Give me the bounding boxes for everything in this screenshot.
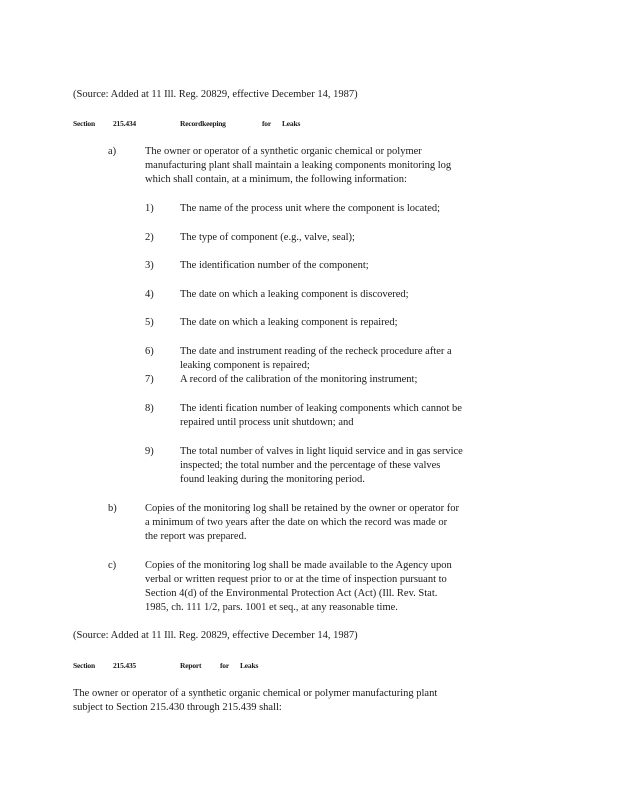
section-word: Section (73, 661, 95, 670)
paragraph-c-line: 1985, ch. 111 1/2, pars. 1001 et seq., at any reasonable time. (145, 602, 398, 613)
paragraph-c-label: c) (108, 560, 117, 571)
item-number: 2) (145, 232, 154, 243)
section-title: Recordkeeping (180, 119, 226, 128)
section-number: 215.435 (113, 661, 136, 670)
item-text: The date on which a leaking component is repaired; (180, 317, 398, 328)
paragraph-b-line: Copies of the monitoring log shall be retained by the owner or operator for (145, 503, 460, 514)
item-number: 6) (145, 346, 154, 357)
paragraph-b-line: a minimum of two years after the date on which the record was made or (145, 517, 448, 528)
item-text: The date on which a leaking component is discovered; (180, 289, 409, 300)
item-text: A record of the calibration of the monitoring instrument; (180, 374, 418, 385)
paragraph-b-line: the report was prepared. (145, 531, 247, 542)
paragraph-a-line: manufacturing plant shall maintain a leaking components monitoring log (145, 160, 452, 171)
item-text: inspected; the total number and the percentage of these valves (180, 460, 441, 471)
section-title-for: for (220, 661, 229, 670)
paragraph-a-line: which shall contain, at a minimum, the following information: (145, 174, 407, 185)
item-number: 3) (145, 260, 154, 271)
item-text: The identification number of the component; (180, 260, 369, 271)
item-number: 5) (145, 317, 154, 328)
source-note-2: (Source: Added at 11 Ill. Reg. 20829, effective December 14, 1987) (73, 630, 358, 641)
section-title: Report (180, 661, 202, 670)
item-number: 8) (145, 403, 154, 414)
paragraph-c-line: verbal or written request prior to or at the time of inspection pursuant to (145, 574, 447, 585)
closing-line: subject to Section 215.430 through 215.439 shall: (73, 702, 282, 713)
item-number: 7) (145, 374, 154, 385)
paragraph-a-label: a) (108, 146, 117, 157)
item-text: The name of the process unit where the component is located; (180, 203, 441, 214)
paragraph-a-line: The owner or operator of a synthetic organic chemical or polymer (145, 146, 422, 157)
item-text: The date and instrument reading of the recheck procedure after a (180, 346, 452, 357)
item-text: repaired until process unit shutdown; and (180, 417, 354, 428)
section-title-leaks: Leaks (282, 119, 301, 128)
paragraph-b-label: b) (108, 503, 117, 514)
item-text: The total number of valves in light liquid service and in gas service (180, 446, 463, 457)
item-number: 4) (145, 289, 154, 300)
closing-line: The owner or operator of a synthetic organic chemical or polymer manufacturing plant (73, 688, 438, 699)
item-number: 1) (145, 203, 154, 214)
item-text: The identi fication number of leaking components which cannot be (180, 403, 462, 414)
source-note-1: (Source: Added at 11 Ill. Reg. 20829, effective December 14, 1987) (73, 89, 358, 100)
section-title-leaks: Leaks (240, 661, 259, 670)
item-text: found leaking during the monitoring period. (180, 474, 365, 485)
item-number: 9) (145, 446, 154, 457)
paragraph-c-line: Copies of the monitoring log shall be made available to the Agency upon (145, 560, 452, 571)
section-number: 215.434 (113, 119, 136, 128)
paragraph-c-line: Section 4(d) of the Environmental Protection Act (Act) (Ill. Rev. Stat. (145, 588, 438, 599)
item-text: leaking component is repaired; (180, 360, 310, 371)
item-text: The type of component (e.g., valve, seal); (180, 232, 355, 243)
section-title-for: for (262, 119, 271, 128)
section-word: Section (73, 119, 95, 128)
